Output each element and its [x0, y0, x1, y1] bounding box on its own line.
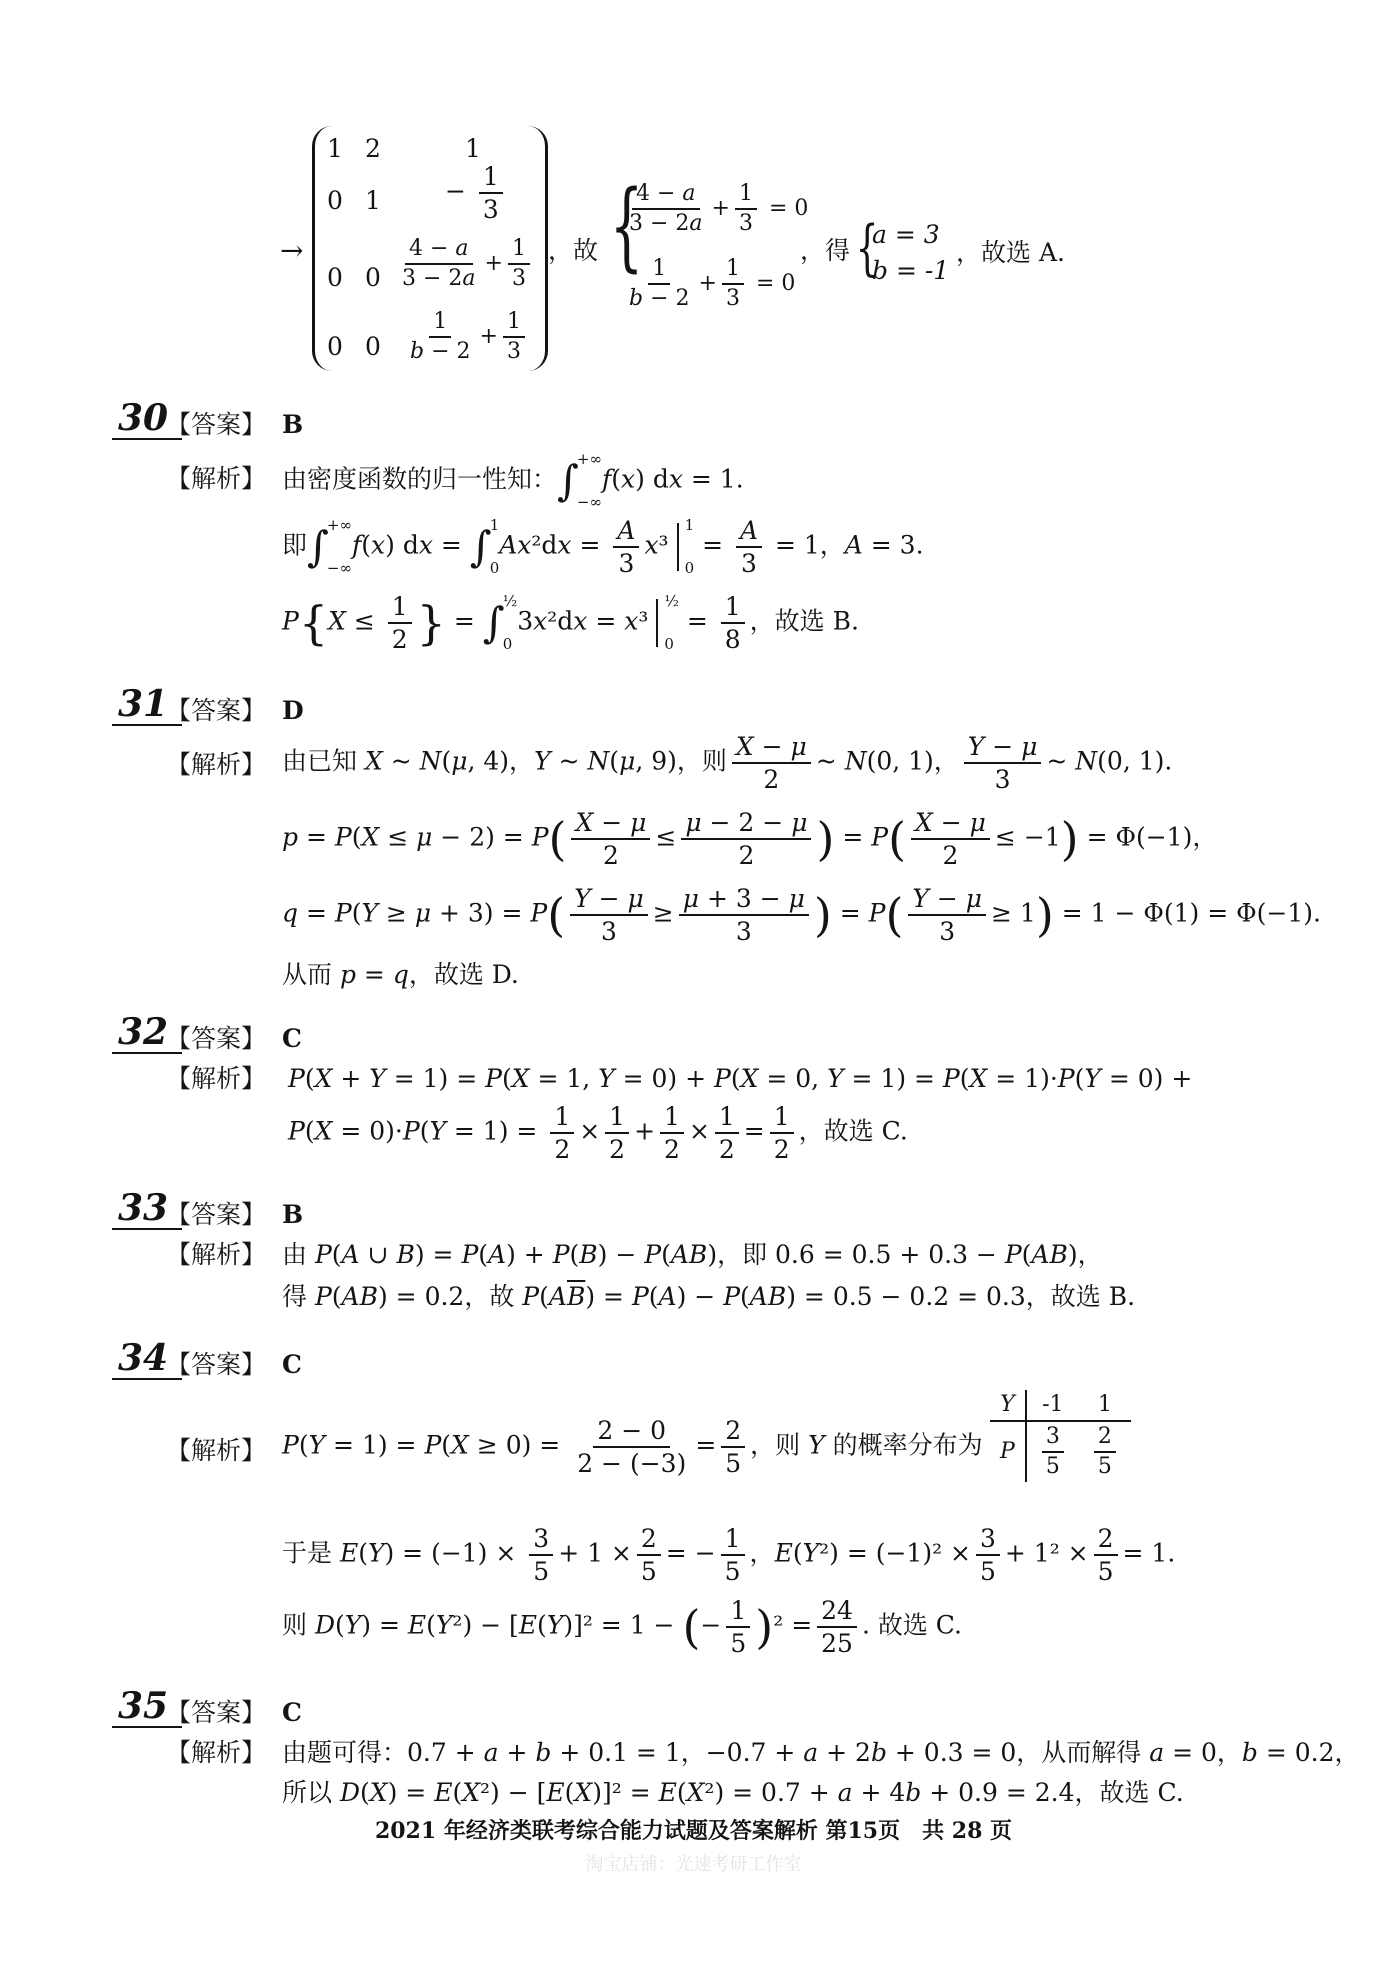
matrix-cell: 1 [465, 134, 481, 163]
solution-line: 所以 D(X) = E(X²) − [E(X)]² = E(X²) = 0.7 + a + 4b + 0.9 = 2.4，故选 C. [282, 1778, 1184, 1807]
solution-line: P(X = 0)·P(Y = 1) = $\frac{1}{2}$ × $\frac{1}{2}$ + $\frac{1}{2}$ × $\frac{1}{2}$ = $\frac{1}{2}$ ，故选 C. [288, 1102, 908, 1164]
brace-left-solution: { [855, 213, 879, 283]
answer-choice: B [282, 1200, 304, 1229]
matrix-text-gu: ，故 [548, 236, 599, 265]
solution-line: 得 P(AB) = 0.2，故 $P(A\overline{B}) = P(A) - P(AB) = 0.5 - 0.2 = 0.3$，故选 B. [282, 1282, 1136, 1311]
solution-line: P(Y = 1) = P(X ≥ 0) = $\frac{2 - 0}{2 - (-3)}$ = $\frac{2}{5}$ ，则 Y 的概率分布为 [282, 1416, 983, 1478]
solution-line: P{X ≤ $\frac{1}{2}$ } = ∫ ½ 0 3x²dx = x³ ½ 0 = $\frac{1}{8}$ ，故选 B. [282, 592, 859, 654]
answer-choice: C [282, 1350, 302, 1379]
dist-value-y: 1 [1079, 1390, 1131, 1421]
dist-value-p: $\frac{2}{5}$ [1079, 1421, 1131, 1482]
answer-label: 【答案】 [166, 1200, 267, 1229]
matrix-cell-fraction: $\frac{1}{b - 2}$ + $\frac{1}{3}$ [401, 311, 530, 363]
solution-line: 从而 p = q，故选 D. [282, 960, 519, 989]
answer-choice: B [282, 410, 304, 439]
system-eq1: $\frac{4 - a}{3 - 2a}$ + $\frac{1}{3}$ = 0 [629, 181, 809, 236]
question-number: 32 [112, 1014, 182, 1054]
watermark: 淘宝店铺：光速考研工作室 [585, 1854, 802, 1875]
solution-line: 由 P(A ∪ B) = P(A) + P(B) − P(AB)，即 0.6 = 0.5 + 0.3 − P(AB)， [282, 1240, 1103, 1269]
matrix-cell-fraction: $\frac{4 - a}{3 - 2a}$ + $\frac{1}{3}$ [393, 238, 535, 290]
solution-line: 由密度函数的归一性知：∫ +∞ −∞ f(x) dx = 1. [282, 450, 744, 511]
solution-line: 于是 E(Y) = (−1) × $\frac{3}{5}$ + 1 × $\frac{2}{5}$ = − $\frac{1}{5}$ ，E(Y²) = (−1)² × $\frac{3}{5}$ + 1² × $\frac{2}{5}$ = 1. [282, 1524, 1176, 1586]
dist-header-p: P [990, 1421, 1026, 1482]
matrix-cell: 1 [327, 134, 343, 163]
matrix-cell: 1 [365, 186, 381, 215]
analysis-label: 【解析】 [166, 1436, 267, 1465]
analysis-label: 【解析】 [166, 1240, 267, 1269]
answer-choice: C [282, 1698, 302, 1727]
matrix-cell: 0 [365, 332, 381, 361]
solution-line: 由题可得：0.7 + a + b + 0.1 = 1，−0.7 + a + 2b + 0.3 = 0，从而解得 a = 0，b = 0.2， [282, 1738, 1360, 1767]
answer-label: 【答案】 [166, 696, 267, 725]
analysis-label: 【解析】 [166, 464, 267, 493]
analysis-label: 【解析】 [166, 1064, 267, 1093]
solution-line: 即∫ +∞ −∞ f(x) dx = ∫ 1 0 Ax²dx = $\frac{A}{3}$ x³ 1 0 = $\frac{A}{3}$ = 1，A = 3. [282, 516, 924, 578]
dist-header-y: Y [990, 1390, 1026, 1421]
analysis-label: 【解析】 [166, 750, 267, 779]
question-number: 35 [112, 1688, 182, 1728]
solution-line: P(X + Y = 1) = P(X = 1, Y = 0) + P(X = 0, Y = 1) = P(X = 1)·P(Y = 0) + [288, 1064, 1193, 1093]
solution-line: 则 D(Y) = E(Y²) − [E(Y)]² = 1 − (− $\frac{1}{5}$ )² = $\frac{24}{25}$ . 故选 C. [282, 1596, 962, 1658]
question-number: 34 [112, 1340, 182, 1380]
matrix-cell-fraction: − $\frac{1}{3}$ [445, 164, 508, 222]
solution-line: q = P(Y ≥ μ + 3) = P( $\frac{Y - \mu}{3}$ ≥ $\frac{\mu + 3 - \mu}{3}$ ) = P( $\frac{Y - \mu}{3}$ ≥ 1) = 1 − Φ(1) = Φ(−1). [282, 884, 1321, 946]
matrix-cell: 0 [327, 263, 343, 292]
brace-left: { [609, 170, 644, 282]
question-number: 31 [112, 686, 182, 726]
page-footer: 2021 年经济类联考综合能力试题及答案解析 第15页 共 28 页 [374, 1818, 1013, 1844]
solution-b: b = -1 [872, 256, 950, 285]
matrix-cell: 0 [327, 186, 343, 215]
matrix-cell: 0 [327, 332, 343, 361]
answer-label: 【答案】 [166, 410, 267, 439]
question-number: 30 [112, 400, 182, 440]
answer-choice: C [282, 1024, 302, 1053]
answer-label: 【答案】 [166, 1024, 267, 1053]
answer-label: 【答案】 [166, 1698, 267, 1727]
distribution-table [990, 1390, 1131, 1482]
dist-value-y: -1 [1026, 1390, 1079, 1421]
answer-label: 【答案】 [166, 1350, 267, 1379]
solution-line: 由已知 X ~ N(μ, 4)，Y ~ N(μ, 9)，则 $\frac{X - \mu}{2}$ ~ N(0, 1)， $\frac{Y - \mu}{3}$ ~ N(0, 1). [282, 732, 1173, 794]
system-eq2: $\frac{1}{b - 2}$ + $\frac{1}{3}$ = 0 [629, 256, 796, 311]
matrix-cell: 2 [365, 134, 381, 163]
matrix-text-de: ，得 [800, 236, 851, 265]
dist-value-p: $\frac{3}{5}$ [1026, 1421, 1079, 1482]
matrix-conclusion: ，故选 A. [956, 238, 1065, 267]
solution-line: p = P(X ≤ μ − 2) = P( $\frac{X - \mu}{2}$ ≤ $\frac{\mu - 2 - \mu}{2}$ ) = P( $\frac{X - \mu}{2}$ ≤ −1) = Φ(−1)， [282, 808, 1218, 870]
solution-a: a = 3 [872, 220, 940, 249]
question-number: 33 [112, 1190, 182, 1230]
analysis-label: 【解析】 [166, 1738, 267, 1767]
matrix-cell: 0 [365, 263, 381, 292]
augmented-matrix [312, 126, 548, 371]
matrix-arrow: → [280, 234, 304, 267]
answer-choice: D [282, 696, 304, 725]
